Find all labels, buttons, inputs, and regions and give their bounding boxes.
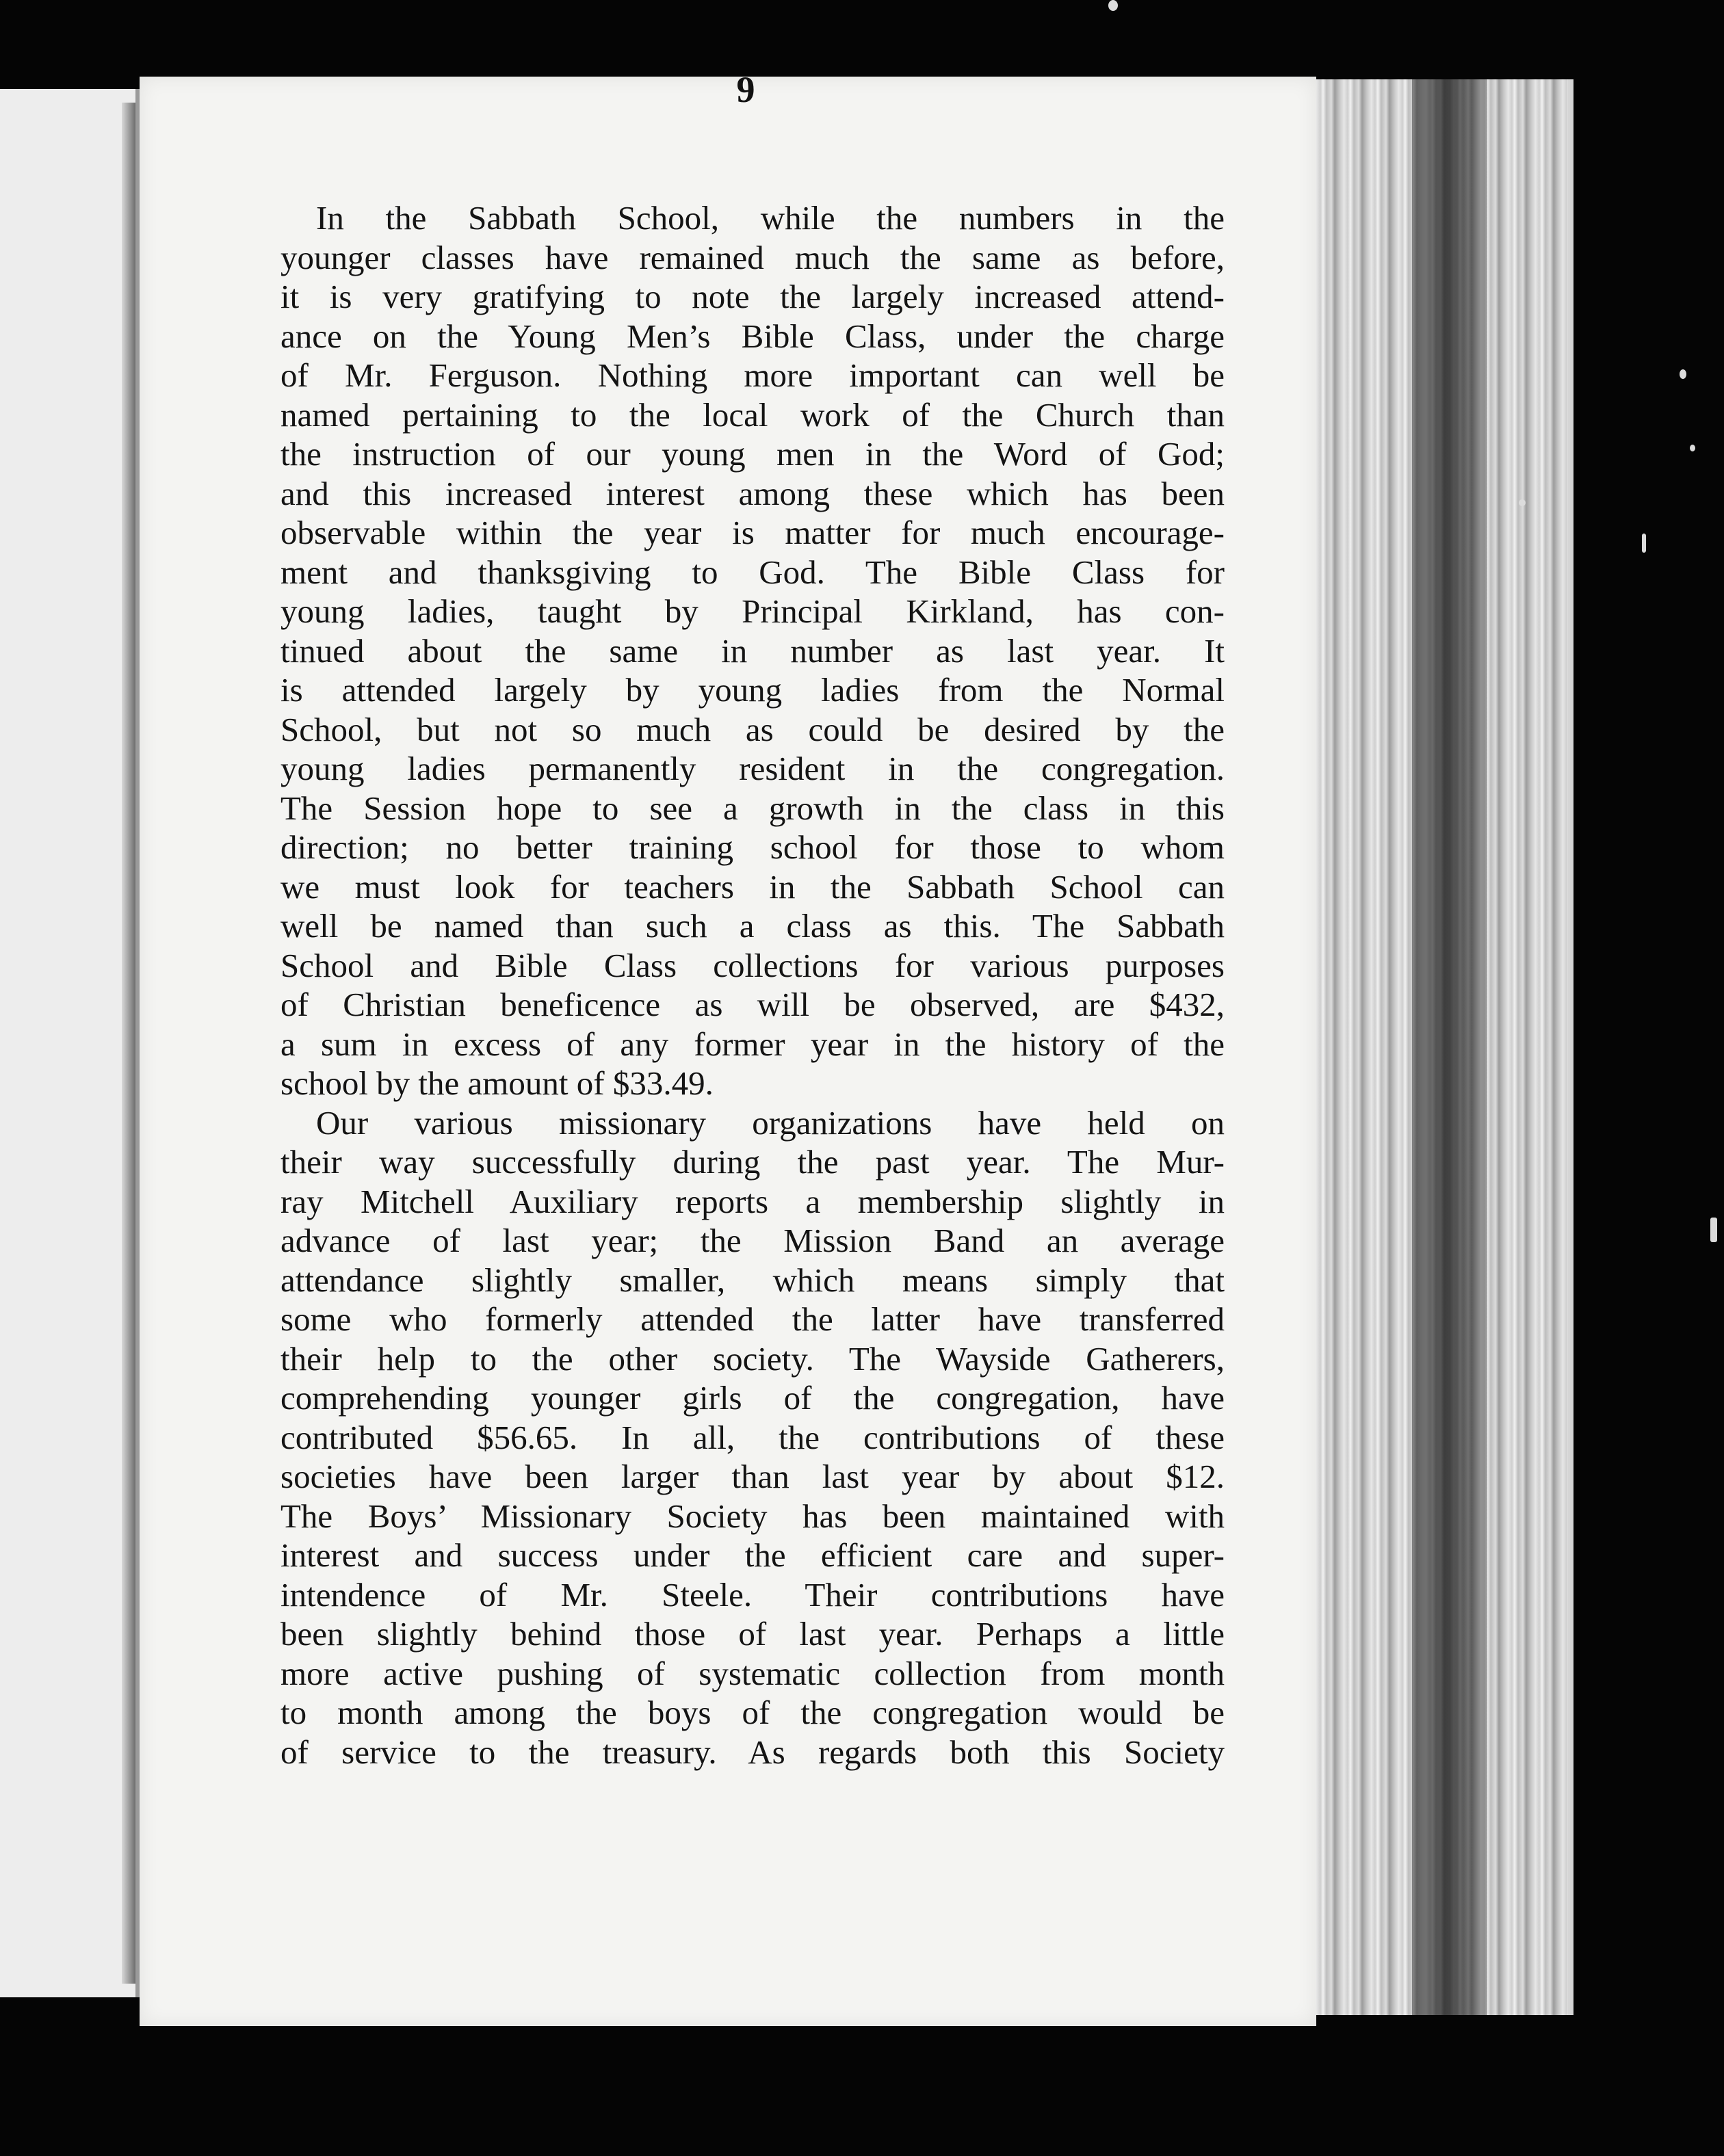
dust-speck	[1680, 369, 1686, 379]
text-line: it is very gratifying to note the largely increased attend-	[280, 278, 1225, 315]
dust-speck	[1690, 445, 1695, 451]
text-line: their help to the other society. The Wayside Gatherers,	[280, 1339, 1225, 1378]
text-line: ance on the Young Men’s Bible Class, under the charge	[280, 317, 1225, 355]
page-block-edges	[1316, 79, 1573, 2015]
text-line: attendance slightly smaller, which means simply that	[280, 1261, 1225, 1299]
text-line: a sum in excess of any former year in the history of the	[280, 1025, 1225, 1063]
text-line: of Christian beneficence as will be observed, are $432,	[280, 986, 1225, 1023]
text-line: In the Sabbath School, while the numbers in the	[316, 199, 1225, 237]
text-line: The Session hope to see a growth in the class in this	[280, 789, 1225, 827]
text-line: comprehending younger girls of the congregation, have	[280, 1379, 1225, 1417]
text-line: ment and thanksgiving to God. The Bible Class for	[280, 553, 1225, 591]
body-text	[280, 198, 1225, 1772]
text-line: observable within the year is matter for much encourage-	[280, 514, 1225, 551]
text-line: we must look for teachers in the Sabbath School can	[280, 867, 1225, 906]
text-line: intendence of Mr. Steele. Their contributions have	[280, 1575, 1225, 1614]
dust-speck	[1642, 534, 1646, 553]
text-line: and this increased interest among these which has been	[280, 474, 1225, 512]
text-line: The Boys’ Missionary Society has been maintained with	[280, 1497, 1225, 1535]
text-line: interest and success under the efficient care and super-	[280, 1536, 1225, 1574]
dust-speck	[1108, 0, 1118, 11]
text-line: the instruction of our young men in the Word of God;	[280, 435, 1225, 473]
text-line: young ladies permanently resident in the congregation.	[280, 750, 1225, 787]
text-line: of Mr. Ferguson. Nothing more important can well be	[280, 356, 1225, 394]
text-line: named pertaining to the local work of the Church than	[280, 395, 1225, 434]
text-line: school by the amount of $33.49.	[280, 1064, 714, 1102]
text-line: to month among the boys of the congregation would be	[280, 1694, 1225, 1731]
text-line: advance of last year; the Mission Band an average	[280, 1222, 1225, 1259]
facing-page-gutter	[122, 103, 135, 1984]
facing-page-left	[0, 89, 140, 1997]
text-line: been slightly behind those of last year. Perhaps a little	[280, 1615, 1225, 1653]
text-line: School and Bible Class collections for various purposes	[280, 946, 1225, 984]
text-line: Our various missionary organizations have held on	[316, 1103, 1225, 1142]
text-line: their way successfully during the past year. The Mur-	[280, 1143, 1225, 1181]
text-line: contributed $56.65. In all, the contributions of these	[280, 1418, 1225, 1456]
text-line: well be named than such a class as this. The Sabbath	[280, 907, 1225, 945]
text-line: is attended largely by young ladies from the Normal	[280, 671, 1225, 709]
text-line: ray Mitchell Auxiliary reports a membership slightly in	[280, 1182, 1225, 1220]
text-line: younger classes have remained much the same as before,	[280, 238, 1225, 276]
text-line: of service to the treasury. As regards both this Society	[280, 1733, 1225, 1771]
page-number: 9	[736, 69, 755, 110]
text-line: some who formerly attended the latter have transferred	[280, 1300, 1225, 1338]
dust-speck	[1519, 499, 1526, 506]
text-line: direction; no better training school for those to whom	[280, 828, 1225, 866]
text-line: societies have been larger than last year by about $12.	[280, 1458, 1225, 1495]
text-line: School, but not so much as could be desired by the	[280, 710, 1225, 748]
text-line: more active pushing of systematic collection from month	[280, 1654, 1225, 1692]
text-line: young ladies, taught by Principal Kirkland, has con-	[280, 592, 1225, 630]
dust-speck	[1710, 1218, 1717, 1242]
text-line: tinued about the same in number as last year. It	[280, 631, 1225, 670]
